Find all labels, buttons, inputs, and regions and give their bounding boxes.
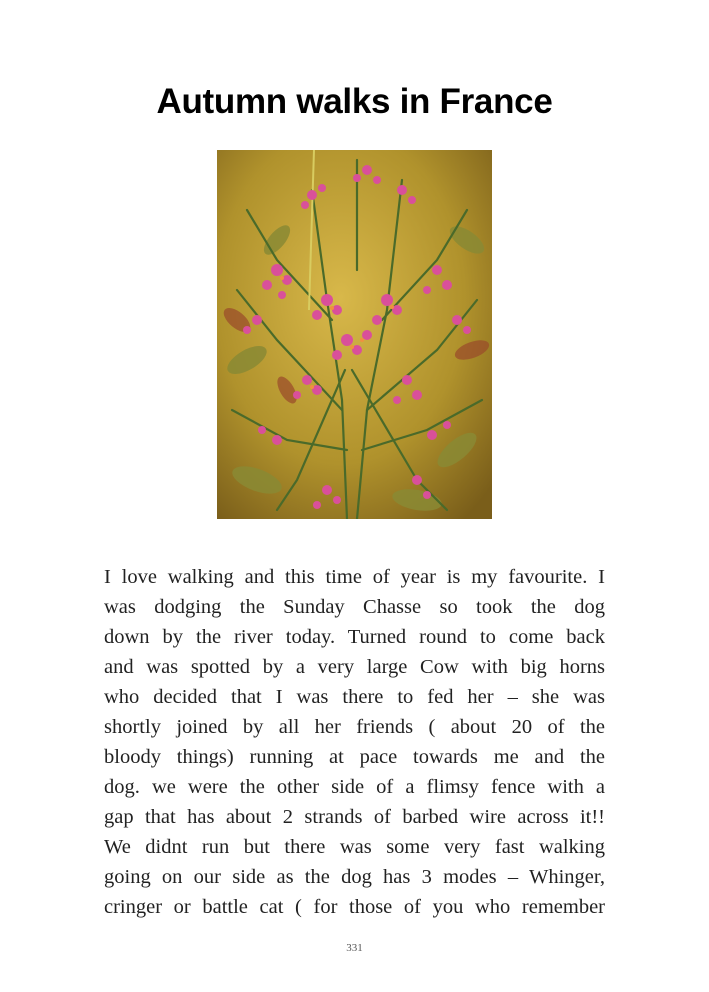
body-line: cringer or battle cat ( for those of you who remember (104, 896, 605, 918)
body-line: who decided that I was there to fed her – she was (104, 686, 605, 708)
body-line: We didnt run but there was some very fast walking (104, 836, 605, 858)
page-title: Autumn walks in France (156, 82, 553, 121)
body-line: I love walking and this time of year is my favourite. I (104, 566, 605, 588)
body-line: gap that has about 2 strands of barbed wire across it!! (104, 806, 605, 828)
body-line: shortly joined by all her friends ( about 20 of the (104, 716, 605, 738)
body-line: and was spotted by a very large Cow with big horns (104, 656, 605, 678)
body-paragraph (104, 562, 605, 922)
body-line: was dodging the Sunday Chasse so took the dog (104, 596, 605, 618)
spindle-berry-bouquet-photo (217, 150, 492, 519)
body-line: bloody things) running at pace towards me and the (104, 746, 605, 768)
page-number: 331 (346, 942, 363, 954)
body-line: dog. we were the other side of a flimsy fence with a (104, 776, 605, 798)
body-line: going on our side as the dog has 3 modes – Whinger, (104, 866, 605, 888)
body-line: down by the river today. Turned round to come back (104, 626, 605, 648)
